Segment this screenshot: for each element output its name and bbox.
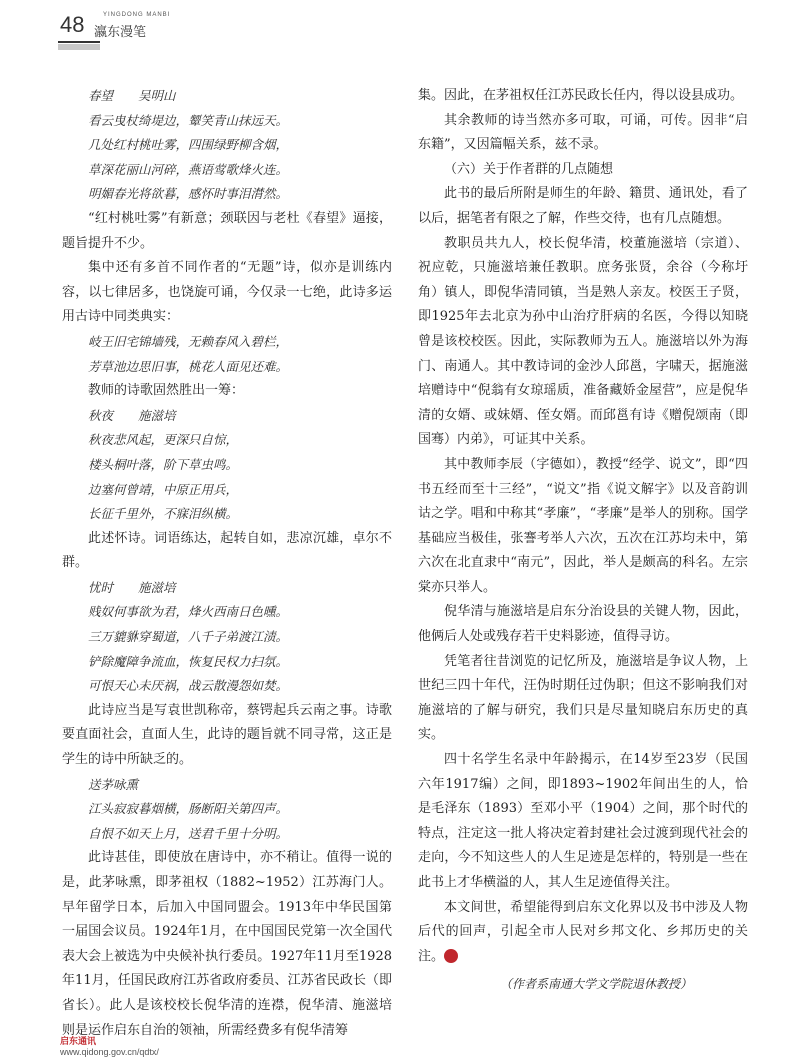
left-column bbox=[62, 84, 392, 1043]
paragraph: 教职员共九人，校长倪华清，校董施滋培（宗道）、祝应乾，只施滋培兼任教职。庶务张贤，余谷（今称圩角）镇人，即倪华清同镇，当是熟人亲友。校医王子贤，即1925年去北京为孙中山治疗肝病的名医，今得以知晓曾是该校校医。因此，实际教师为五人。施滋培以外为海门、南通人。其中教诗词的金沙人邱邕，字啸天，据施滋培赠诗中“倪翁有女琼瑶质，准备藏娇金屋营”，应是倪华清的女婿、或妹婿、侄女婿。而邱邕有诗《赠倪颂南（即国骞）内弟》，可证其中关系。 bbox=[418, 235, 748, 448]
poem-title: 秋夜 施滋培 bbox=[88, 407, 176, 423]
footer-brand: 启东通讯 bbox=[60, 1036, 97, 1046]
poem-line: 三万貔貅穿蜀道，八千子弟渡江渍。 bbox=[88, 629, 289, 645]
poem-title: 春望 吴明山 bbox=[88, 88, 176, 103]
paragraph: 教师的诗歌固然胜出一筹： bbox=[88, 383, 245, 399]
poem-line: 看云曳杖绮堤边，颦笑青山抹远天。 bbox=[88, 112, 289, 128]
poem-title: 送茅咏熏 bbox=[88, 776, 139, 792]
poem-line: 草深花丽山河碎，燕语莺歌烽火连。 bbox=[88, 161, 289, 177]
poem-line: 贱奴何事欲为君，烽火西南日色曛。 bbox=[88, 604, 289, 620]
page-number: 48 bbox=[60, 12, 85, 37]
right-column bbox=[418, 84, 748, 969]
paragraph: 集中还有多首不同作者的“无题”诗，似亦是训练内容，以七律居多，也饶旋可诵，今仅录一七绝，此诗多运用古诗中同类典实： bbox=[62, 260, 392, 325]
poem-line: 可恨天心未厌祸，战云散漫怨如焚。 bbox=[88, 678, 289, 694]
page-header bbox=[0, 8, 800, 38]
poem-line: 几处红村桃吐雾，四围绿野柳含烟， bbox=[88, 137, 289, 153]
paragraph: 此诗甚佳，即使放在唐诗中，亦不稍让。值得一说的是，此茅咏熏，即茅祖权（1882~1952）江苏海门人。早年留学日本，后加入中国同盟会。1913年中华民国第一届国会议员。1924年1月，在中国国民党第一次全国代表大会上被选为中央候补执行委员。1927年11月至1928年11月，任国民政府江苏省政府委员、江苏省民政长（即省长）。此人是该校校长倪华清的连襟，倪华清、施滋培则是运作启东自治的领袖，所需经费多有倪华清筹 bbox=[62, 850, 392, 1038]
paragraph: 倪华清与施滋培是启东分治设县的关键人物，因此，他俩后人处或残存若干史料影迹，值得寻访。 bbox=[418, 604, 748, 645]
poem-line: 铲除魔障争流血，恢复民权力扫氛。 bbox=[88, 653, 289, 669]
poem-line: 江头寂寂暮烟横，肠断阳关第四声。 bbox=[88, 801, 289, 817]
poem-line: 芳草池边思旧事，桃花人面见还难。 bbox=[88, 358, 289, 374]
paragraph-text: 本文间世，希望能得到启东文化界以及书中涉及人物后代的回声，引起全市人民对乡邦文化、乡邦历史的关注。 bbox=[418, 899, 748, 964]
poem-line: 明媚春光将欲暮，感怀时事泪潸然。 bbox=[88, 186, 289, 202]
page-footer bbox=[60, 1034, 320, 1057]
paragraph: 此述怀诗。词语练达，起转自如，悲凉沉雄，卓尔不群。 bbox=[62, 530, 392, 571]
paragraph: 此诗应当是写袁世凯称帝，蔡锷起兵云南之事。诗歌要直面社会，直面人生，此诗的题旨就不同寻常，这正是学生的诗中所缺乏的。 bbox=[62, 702, 392, 768]
header-rule bbox=[58, 41, 100, 43]
paragraph: 其余教师的诗当然亦多可取，可诵，可传。因非“启东籍”，又因篇幅关系，兹不录。 bbox=[418, 112, 748, 153]
paragraph: 凭笔者往昔浏览的记忆所及，施滋培是争议人物，上世纪三四十年代，汪伪时期任过伪职；但这不影响我们对施滋培的了解与研究，我们只是尽量知晓启东历史的真实。 bbox=[418, 653, 748, 743]
paragraph: 此书的最后所附是师生的年龄、籍贯、通讯处，看了以后，据笔者有限之了解，作些交待，也有几点随想。 bbox=[418, 186, 748, 226]
header-bar bbox=[58, 44, 100, 50]
poem-line: 长征千里外，不寐泪纵横。 bbox=[88, 506, 239, 522]
magazine-title: 瀛东漫笔 bbox=[94, 24, 147, 39]
poem-title: 忧时 施滋培 bbox=[88, 579, 176, 595]
paragraph: 四十名学生名录中年龄揭示，在14岁至23岁（民国六年1917编）之间，即1893~1902年间出生的人，恰是毛泽东（1893）至邓小平（1904）之间，那个时代的特点，注定这一批人将决定着封建社会过渡到现代社会的走向，今不知这些人的人生足迹是怎样的，特别是一些在此书上才华横溢的人，其人生足迹值得关注。 bbox=[418, 752, 748, 890]
paragraph: 集。因此，在茅祖权任江苏民政长任内，得以设县成功。 bbox=[418, 88, 744, 103]
magazine-pinyin: YINGDONG MANBI bbox=[103, 12, 171, 18]
closing-paragraph bbox=[418, 896, 748, 970]
end-mark-icon: 启 bbox=[444, 949, 458, 963]
section-heading: （六）关于作者群的几点随想 bbox=[444, 161, 614, 177]
paragraph: 其中教师李辰（字德如），教授“经学、说文”，即“四书五经而至十三经”，“说文”指《说文解字》以及音韵训诂之学。唱和中称其“孝廉”，“孝廉”是举人的别称。国学基础应当极佳，张謇考举人六次，五次在江苏均未中，第六次在北直隶中“南元”，因此，举人是颇高的科名。左宗棠亦只举人。 bbox=[418, 456, 748, 595]
poem-line: 自恨不如天上月，送君千里十分明。 bbox=[88, 825, 289, 841]
poem-line: 岐王旧宅锦墙残，无赖春风入碧栏， bbox=[88, 333, 289, 349]
poem-line: 秋夜悲风起，更深只自惊， bbox=[88, 432, 239, 448]
footer-url[interactable]: www.qidong.gov.cn/qdtx/ bbox=[60, 1047, 159, 1057]
paragraph: “红村桃吐雾”有新意；颈联因与老杜《春望》逼接，题旨提升不少。 bbox=[62, 210, 392, 251]
author-byline: （作者系南通大学文学院退休教授） bbox=[500, 977, 693, 991]
poem-line: 边塞何曾靖，中原正用兵， bbox=[88, 481, 239, 497]
poem-line: 楼头桐叶落，阶下草虫鸣。 bbox=[88, 456, 239, 472]
